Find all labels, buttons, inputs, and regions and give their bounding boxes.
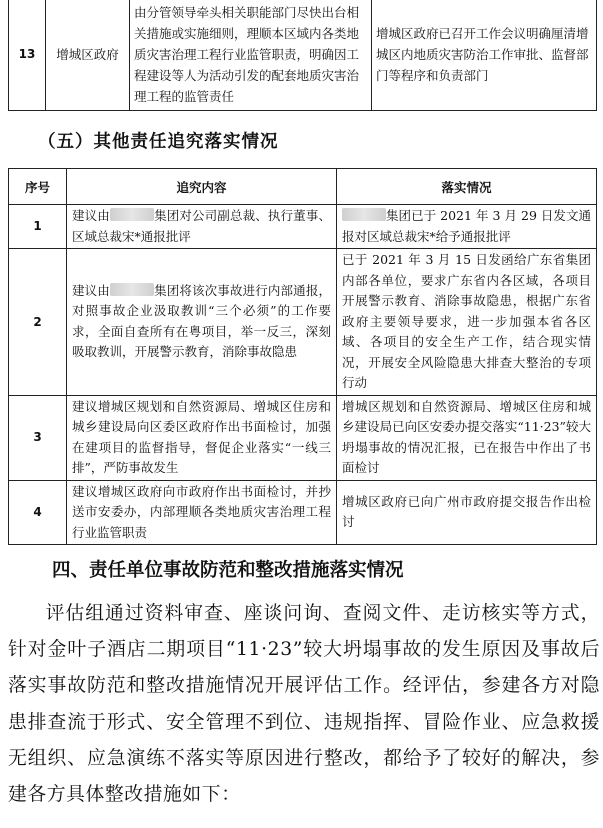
table-row: [9, 480, 597, 545]
redacted-name: [342, 208, 386, 221]
table-row: [9, 249, 597, 396]
implementation-status: 增城区政府已向广州市政府提交报告作出检讨: [337, 480, 597, 545]
row-number: 2: [9, 249, 67, 396]
section-title: （五）其他责任追究落实情况: [38, 132, 279, 152]
accountability-content: [67, 249, 337, 396]
accountability-content: [67, 205, 337, 249]
row-number: 1: [9, 205, 67, 249]
text-segment: 建议由: [72, 208, 110, 223]
table-header-row: [9, 169, 597, 205]
implementation-status: 增城区规划和自然资源局、增城区住房和城乡建设局已向区安委办提交落实“11·23”较大坍塌事故的情况汇报，已在报告中作出了书面检讨: [337, 395, 597, 480]
column-header-content: 追究内容: [67, 169, 337, 205]
body-paragraph: 评估组通过资料审查、座谈问询、查阅文件、走访核实等方式，针对金叶子酒店二期项目“11·23”较大坍塌事故的发生原因及事故后落实事故防范和整改措施情况开展评估工作。经评估，参建各方对隐患排查流于形式、安全管理不到位、违规指挥、冒险作业、应急救援无组织、应急演练不落实等原因进行整改，都给予了较好的解决，参建各方具体整改措施如下：: [8, 603, 600, 806]
table-row: [9, 0, 597, 111]
row-number: 3: [9, 395, 67, 480]
row-number: 13: [9, 0, 46, 111]
accountability-content: 建议增城区规划和自然资源局、增城区住房和城乡建设局向区委区政府作出书面检讨，加强在建项目的监督指导，督促企业落实“一线三排”，严防事故发生: [67, 395, 337, 480]
redacted-name: [110, 208, 154, 221]
text-segment: 建议由: [72, 282, 110, 298]
responsible-unit: 增城区政府: [46, 0, 130, 111]
implementation-status: 已于 2021 年 3 月 15 日发函给广东省集团内部各单位，要求广东省内各区域，各项目开展警示教育、消除事故隐患，根据广东省政府主要领导要求，进一步加强本省各区域、各项目的安全生产工作，结合现实情况，开展安全风险隐患大排查大整治的专项行动: [337, 249, 597, 396]
accountability-content: 建议增城区政府向市政府作出书面检讨，并抄送市安委办，内部理顺各类地质灾害治理工程行业监管职责: [67, 480, 337, 545]
implementation-status: [337, 205, 597, 249]
rectification-requirement: 由分管领导牵头相关职能部门尽快出台相关措施或实施细则，理顺本区域内各类地质灾害治理工程行业监管职责，明确因工程建设等人为活动引发的配套地质灾害治理工程的监管责任: [130, 0, 372, 111]
implementation-table-continued: [8, 0, 597, 111]
section-heading: 四、责任单位事故防范和整改措施落实情况: [52, 560, 404, 581]
implementation-status: 增城区政府已召开工作会议明确厘清增城区内地质灾害防治工作审批、监督部门等程序和负责部门: [372, 0, 597, 111]
text-segment: 集团对公司副总裁、执行董事、区域总裁宋*通报批评: [72, 208, 331, 244]
responsibility-table: [8, 168, 597, 545]
text-segment: 集团已于 2021 年 3 月 29 日发文通报对区域总裁宋*给予通报批评: [342, 208, 591, 244]
row-number: 4: [9, 480, 67, 545]
table-row: [9, 395, 597, 480]
text-segment: 集团将该次事故进行内部通报，对照事故企业汲取教训“三个必须”的工作要求，全面自查所有在粤项目，举一反三，深刻吸取教训，开展警示教育，消除事故隐患: [72, 282, 331, 360]
table-row: [9, 205, 597, 249]
redacted-name: [110, 283, 154, 296]
column-header-number: 序号: [9, 169, 67, 205]
column-header-status: 落实情况: [337, 169, 597, 205]
